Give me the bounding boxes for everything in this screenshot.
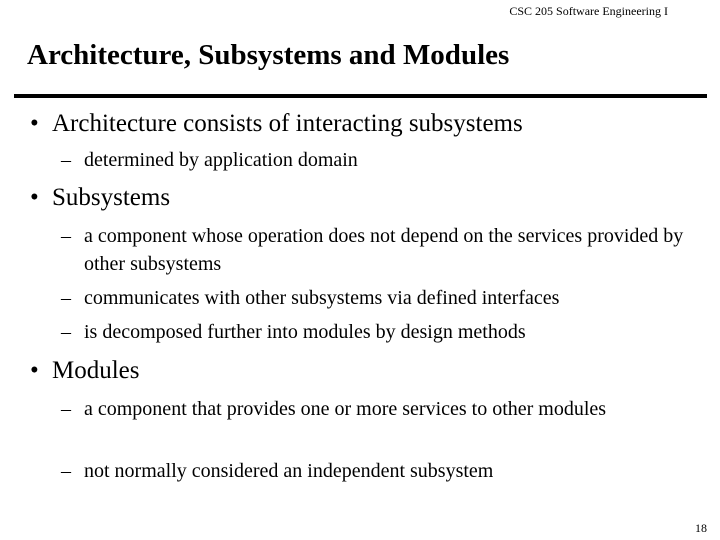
sub-bullet — [61, 457, 701, 485]
sub-bullet-text: is decomposed further into modules by design methods — [84, 321, 526, 343]
dash-marker: – — [61, 149, 71, 171]
bullet-subsystems — [30, 183, 170, 213]
bullet-dot: • — [30, 110, 39, 137]
sub-bullet-text: communicates with other subsystems via defined interfaces — [84, 287, 560, 309]
sub-bullet — [61, 395, 701, 423]
bullet-text: Modules — [52, 357, 140, 384]
dash-marker: – — [61, 225, 71, 247]
sub-bullet-text: a component whose operation does not depend on the services provided by other subsystems — [84, 225, 684, 275]
page-number: 18 — [695, 521, 707, 535]
sub-bullet — [61, 318, 701, 346]
dash-marker: – — [61, 287, 71, 309]
sub-bullet — [61, 284, 701, 312]
sub-bullet-text: a component that provides one or more services to other modules — [84, 398, 607, 420]
bullet-text: Architecture consists of interacting subsystems — [52, 110, 523, 137]
bullet-dot: • — [30, 357, 39, 384]
slide-header: CSC 205 Software Engineering I — [509, 4, 668, 18]
bullet-modules — [30, 356, 140, 386]
bullet-dot: • — [30, 184, 39, 211]
bullet-text: Subsystems — [52, 184, 171, 211]
slide-title: Architecture, Subsystems and Modules — [27, 39, 510, 71]
sub-bullet — [61, 222, 701, 278]
dash-marker: – — [61, 398, 71, 420]
bullet-architecture — [30, 109, 523, 139]
sub-bullet — [61, 146, 701, 174]
dash-marker: – — [61, 321, 71, 343]
sub-bullet-text: not normally considered an independent subsystem — [84, 460, 494, 482]
dash-marker: – — [61, 460, 71, 482]
sub-bullet-text: determined by application domain — [84, 149, 358, 171]
